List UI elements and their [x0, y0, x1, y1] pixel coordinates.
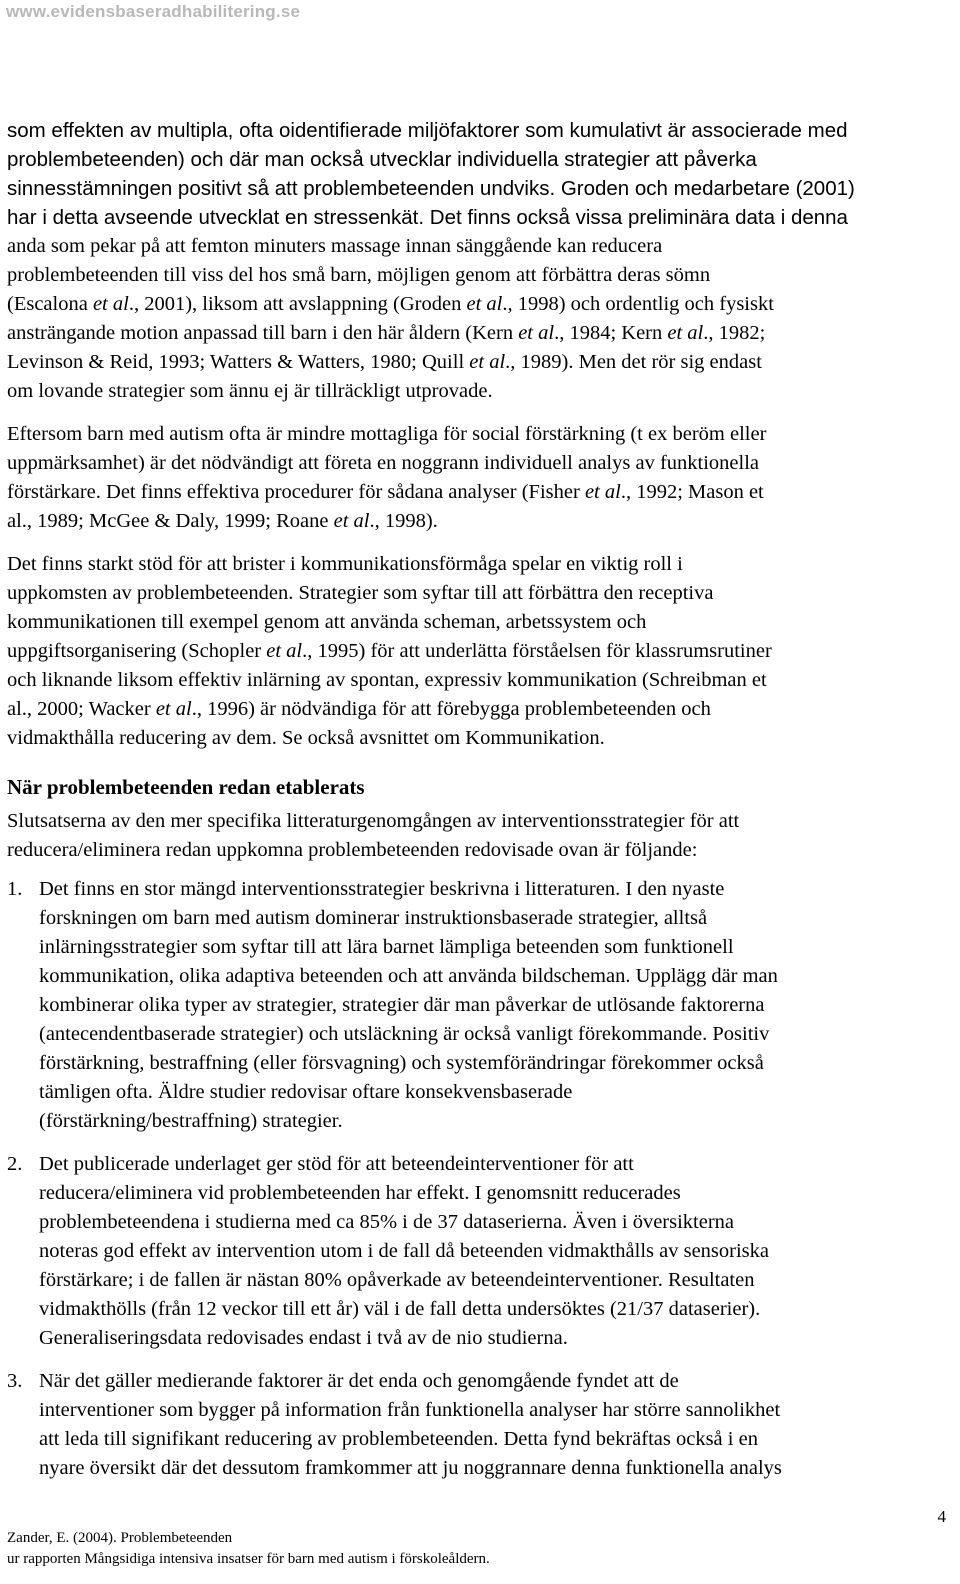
list-item	[7, 875, 951, 1136]
text-line: (Escalona et al., 2001), liksom att avslappning (Groden et al., 1998) och ordentlig och fysiskt	[7, 293, 774, 315]
text-line: (antecendentbaserade strategier) och utsläckning är också vanligt förekommande. Positiv	[39, 1023, 770, 1045]
text-line: inlärningsstrategier som syftar till att lära barnet lämpliga beteenden som funktionell	[39, 936, 734, 958]
text-line: interventioner som bygger på information från funktionella analyser har större sannolikhet	[39, 1399, 781, 1421]
footer-citation: Zander, E. (2004). Problembeteenden	[7, 1530, 233, 1546]
text-line: problembeteendena i studierna med ca 85% i de 37 dataserierna. Även i översikterna	[39, 1211, 735, 1233]
text-line: att leda till signifikant reducering av problembeteenden. Detta fynd bekräftas också i en	[39, 1428, 758, 1450]
document-body	[7, 116, 951, 1497]
text-line: ansträngande motion anpassad till barn i den här åldern (Kern et al., 1984; Kern et al., 1982;	[7, 322, 766, 344]
list-item-text	[39, 1150, 951, 1353]
text-line: problembeteenden till viss del hos små barn, möjligen genom att förbättra deras sömn	[7, 264, 711, 286]
text-line: Generaliseringsdata redovisades endast i två av de nio studierna.	[39, 1327, 568, 1349]
text-line: förstärkning, bestraffning (eller försvagning) och systemförändringar förekommer också	[39, 1052, 764, 1074]
text-line: al., 1989; McGee & Daly, 1999; Roane et al., 1998).	[7, 510, 438, 532]
text-line: När det gäller medierande faktorer är det enda och genomgående fyndet att de	[39, 1370, 679, 1392]
text-line: uppmärksamhet) är det nödvändigt att företa en noggrann individuell analys av funktionella	[7, 452, 760, 474]
text-line: vidmakthålla reducering av dem. Se också avsnittet om Kommunikation.	[7, 727, 605, 749]
text-line: forskningen om barn med autism dominerar instruktionsbaserade strategier, alltså	[39, 907, 708, 929]
paragraph-1	[7, 116, 951, 406]
text-line: sinnesstämningen positivt så att problembeteenden undviks. Groden och medarbetare (2001)	[7, 177, 855, 200]
text-line: Slutsatserna av den mer specifika litteraturgenomgången av interventionsstrategier för att	[7, 810, 740, 832]
text-line: problembeteenden) och där man också utvecklar individuella strategier att påverka	[7, 148, 757, 171]
text-line: nyare översikt där det dessutom framkommer att ju noggrannare denna funktionella analys	[39, 1457, 782, 1479]
text-line: om lovande strategier som ännu ej är tillräckligt utprovade.	[7, 380, 493, 402]
list-item	[7, 1150, 951, 1353]
text-line: förstärkare. Det finns effektiva procedurer för sådana analyser (Fisher et al., 1992; Mason et	[7, 481, 764, 503]
list-number: 2.	[7, 1153, 23, 1175]
list-number: 1.	[7, 878, 23, 900]
text-line: Levinson & Reid, 1993; Watters & Watters, 1980; Quill et al., 1989). Men det rör sig endast	[7, 351, 762, 373]
paragraph-3	[7, 550, 951, 753]
site-watermark: www.evidensbaseradhabilitering.se	[6, 2, 301, 21]
list-number: 3.	[7, 1370, 23, 1392]
text-line: förstärkare; i de fallen är nästan 80% opåverkade av beteendeinterventioner. Resultaten	[39, 1269, 755, 1291]
text-line: anda som pekar på att femton minuters massage innan sänggående kan reducera	[7, 235, 663, 257]
text-line: uppgiftsorganisering (Schopler et al., 1995) för att underlätta förståelsen för klassrumsrutiner	[7, 640, 772, 662]
text-line: reducera/eliminera vid problembeteenden har effekt. I genomsnitt reducerades	[39, 1182, 681, 1204]
text-line: har i detta avseende utvecklat en stressenkät. Det finns också vissa preliminära data i denna	[7, 206, 848, 229]
footer-report-title: ur rapporten Mångsidiga intensiva insatser för barn med autism i förskoleåldern.	[7, 1551, 490, 1567]
paragraph-2	[7, 420, 951, 536]
section-heading: När problembeteenden redan etablerats	[7, 775, 365, 799]
text-line: (förstärkning/bestraffning) strategier.	[39, 1110, 343, 1132]
text-line: Det finns starkt stöd för att brister i kommunikationsförmåga spelar en viktig roll i	[7, 553, 683, 575]
text-line: tämligen ofta. Äldre studier redovisar oftare konsekvensbaserade	[39, 1081, 573, 1103]
text-line: kommunikation, olika adaptiva beteenden och att använda bildscheman. Upplägg där man	[39, 965, 778, 987]
list-item	[7, 1367, 951, 1483]
text-line: uppkomsten av problembeteenden. Strategier som syftar till att förbättra den receptiva	[7, 582, 714, 604]
text-line: som effekten av multipla, ofta oidentifierade miljöfaktorer som kumulativt är associerade med	[7, 119, 848, 142]
text-line: och liknande liksom effektiv inlärning av spontan, expressiv kommunikation (Schreibman et	[7, 669, 767, 691]
text-line: noteras god effekt av intervention utom i de fall då beteenden vidmakthålls av sensoriska	[39, 1240, 770, 1262]
text-line: Det finns en stor mängd interventionsstrategier beskrivna i litteraturen. I den nyaste	[39, 878, 725, 900]
conclusions-list	[7, 875, 951, 1483]
page-footer	[7, 1528, 490, 1570]
text-line: reducera/eliminera redan uppkomna problembeteenden redovisade ovan är följande:	[7, 839, 698, 861]
page-number: 4	[937, 1507, 946, 1526]
text-line: vidmakthölls (från 12 veckor till ett år) väl i de fall detta undersöktes (21/37 dataserier).	[39, 1298, 761, 1320]
text-line: kommunikationen till exempel genom att använda scheman, arbetssystem och	[7, 611, 647, 633]
text-line: kombinerar olika typer av strategier, strategier där man påverkar de utlösande faktorerna	[39, 994, 765, 1016]
intro-paragraph	[7, 807, 951, 865]
text-line: Eftersom barn med autism ofta är mindre mottagliga för social förstärkning (t ex beröm eller	[7, 423, 767, 445]
text-line: Det publicerade underlaget ger stöd för att beteendeinterventioner för att	[39, 1153, 634, 1175]
list-item-text	[39, 875, 951, 1136]
list-item-text	[39, 1367, 951, 1483]
text-line: al., 2000; Wacker et al., 1996) är nödvändiga för att förebygga problembeteenden och	[7, 698, 711, 720]
